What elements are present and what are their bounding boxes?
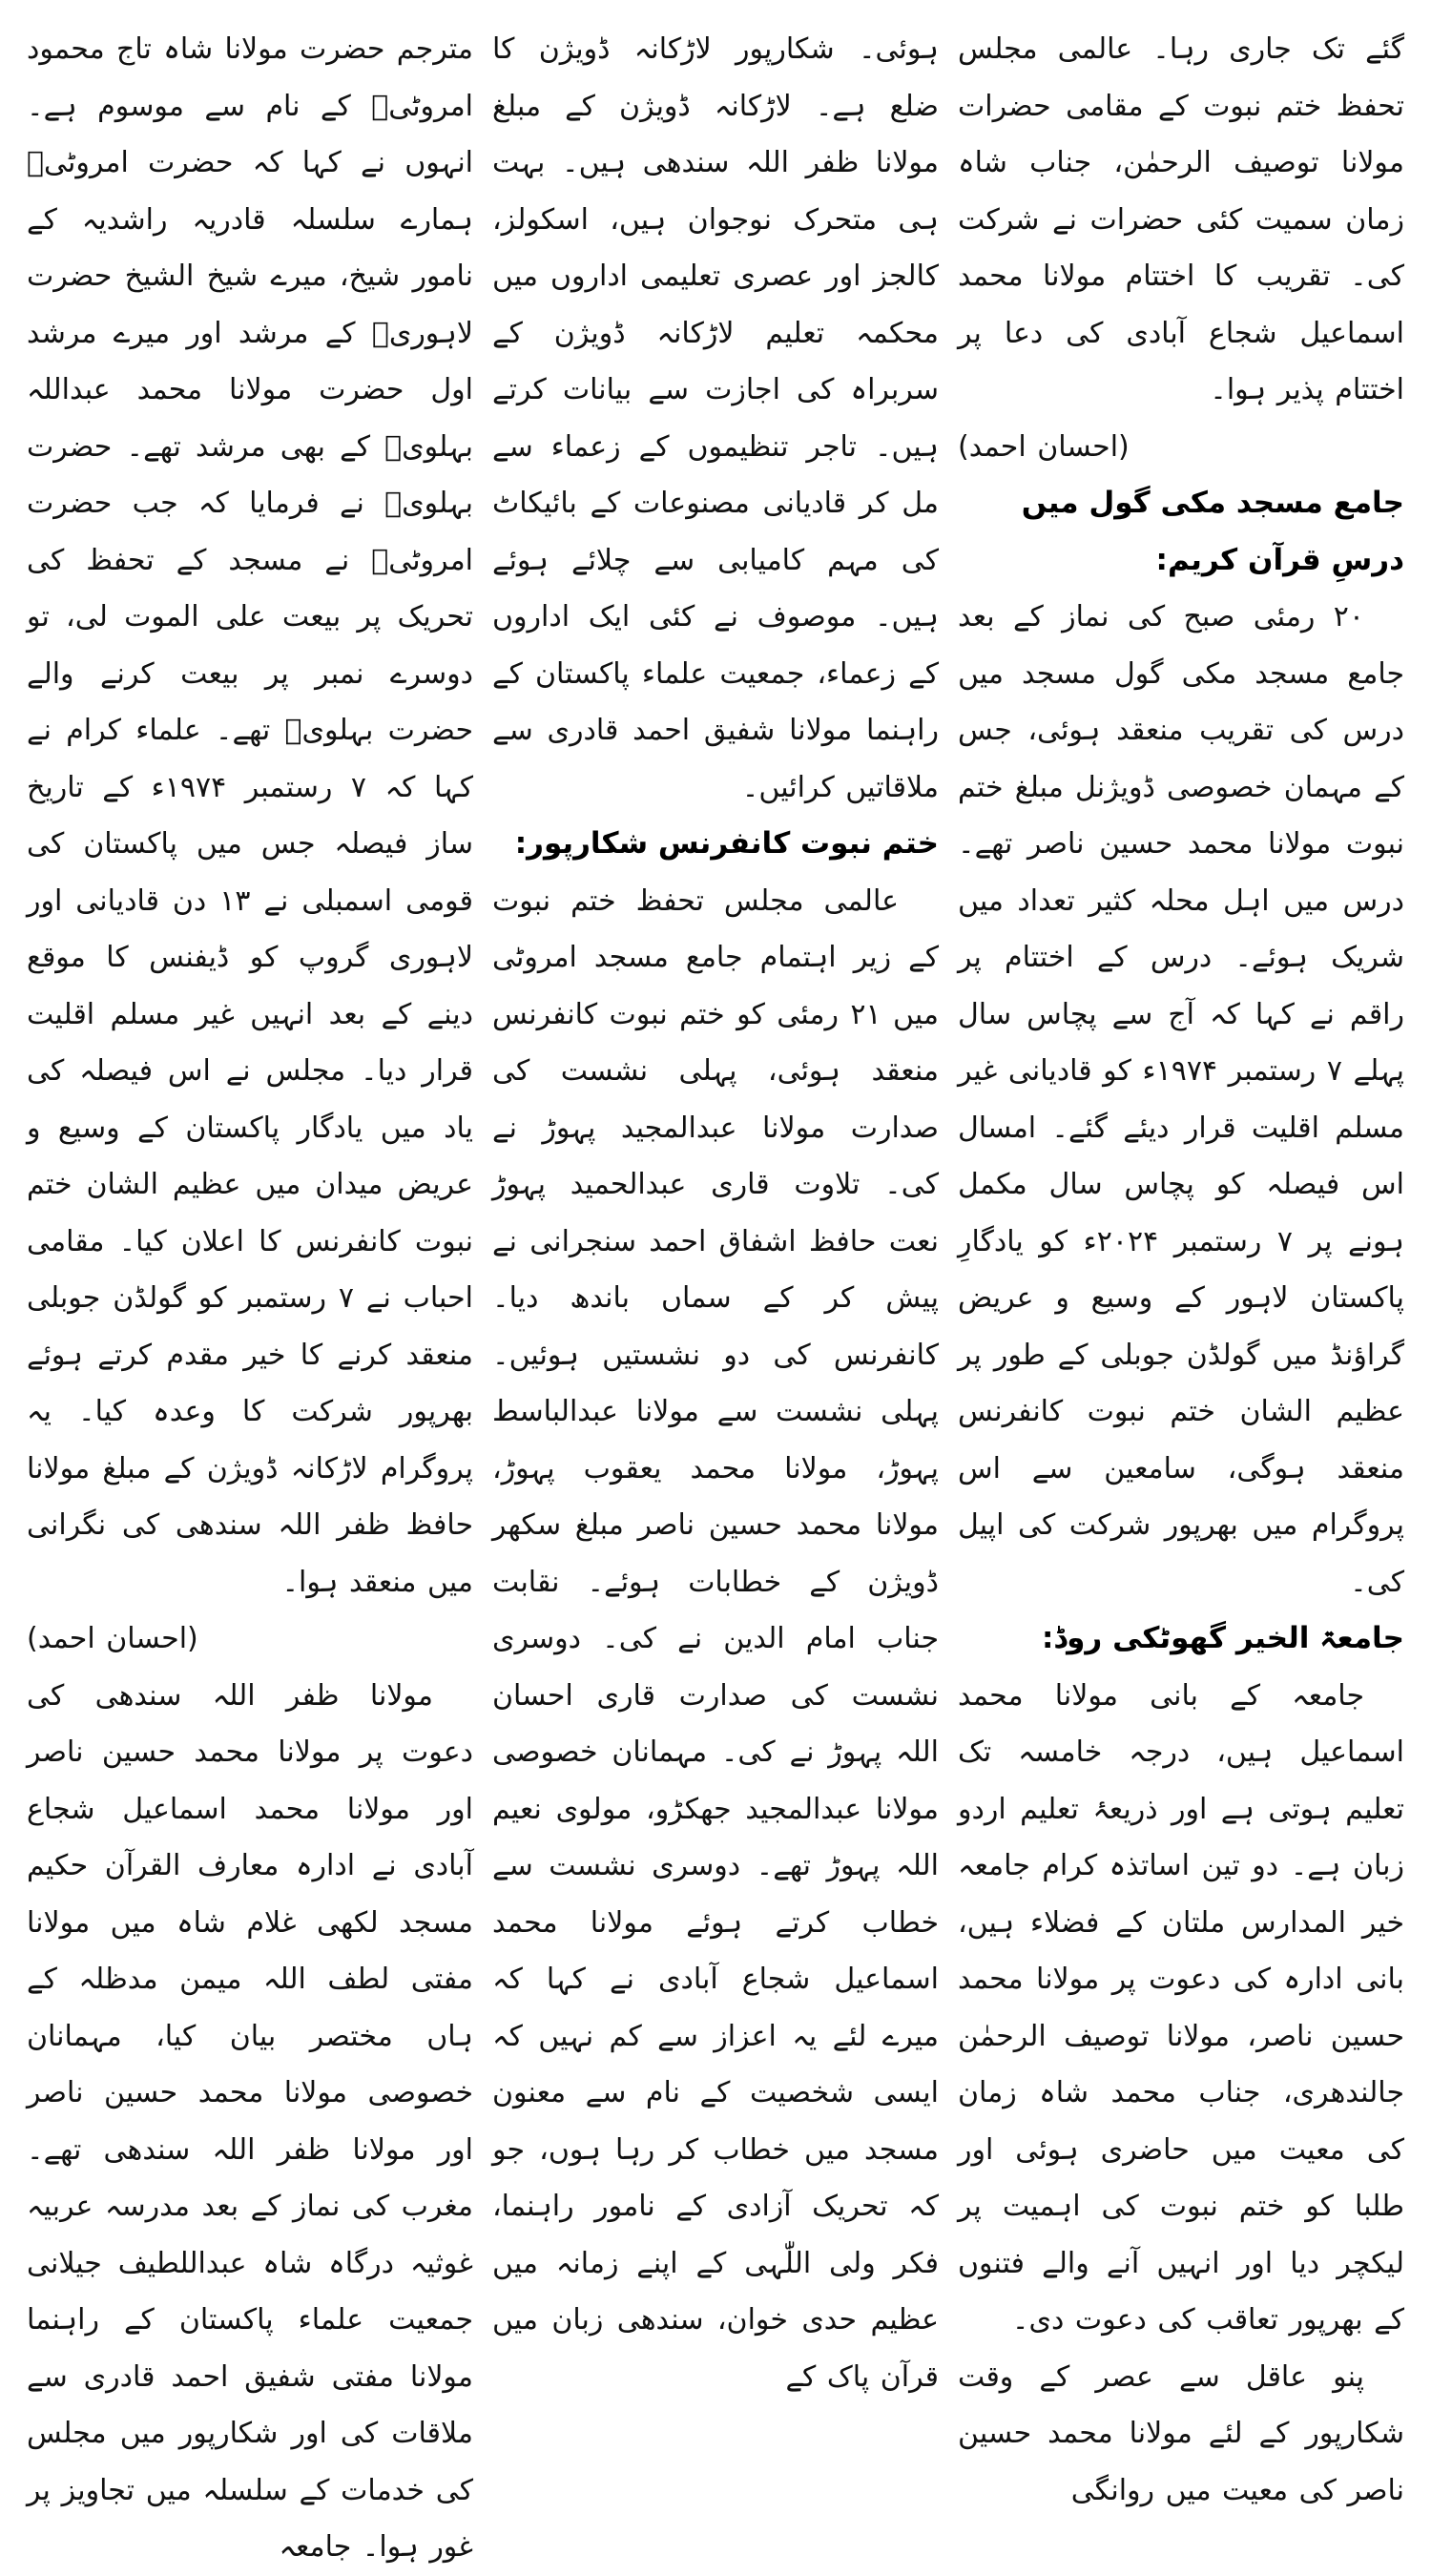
newspaper-page (27, 21, 1405, 2564)
author-credit: (احسان احمد) (958, 429, 1130, 464)
paragraph: ۲۰ رمئی صبح کی نماز کے بعد جامع مسجد مکی گول مسجد میں درس کی تقریب منعقد ہوئی، جس کے مہمان خصوصی ڈویژنل مبلغ ختم نبوت مولانا محمد حسین ناصر تھے۔ درس میں اہل محلہ کثیر تعداد میں شریک ہوئے۔ درس کے اختتام پر راقم نے کہا کہ آج سے پچاس سال پہلے ۷ رستمبر ۱۹۷۴ء کو قادیانی غیر مسلم اقلیت قرار دیئے گئے۔ امسال اس فیصلہ کو پچاس سال مکمل ہونے پر ۷ رستمبر ۲۰۲۴ء کو یادگارِ پاکستان لاہور کے وسیع و عریض گراؤنڈ میں گولڈن جوبلی کے طور پر عظیم الشان ختم نبوت کانفرنس منعقد ہوگی، سامعین سے اس پروگرام میں بھرپور شرکت کی اپیل کی۔ (958, 600, 1405, 1599)
paragraph: گئے تک جاری رہا۔ عالمی مجلس تحفظ ختم نبوت کے مقامی حضرات مولانا توصیف الرحمٰن، جناب شاہ زمان سمیت کئی حضرات نے شرکت کی۔ تقریب کا اختتام مولانا محمد اسماعیل شجاع آبادی کی دعا پر اختتام پذیر ہوا۔ (958, 32, 1404, 406)
paragraph: مولانا ظفر اللہ سندھی کی دعوت پر مولانا محمد حسین ناصر اور مولانا محمد اسماعیل شجاع آبادی نے ادارہ معارف القرآن حکیم مسجد لکھی غلام شاہ میں مولانا مفتی لطف اللہ میمن مدظلہ کے ہاں مختصر بیان کیا، مہمانان خصوصی مولانا محمد حسین ناصر اور مولانا ظفر اللہ سندھی تھے۔ مغرب کی نماز کے بعد مدرسہ عربیہ غوثیہ درگاہ شاہ عبداللطیف جیلانی جمعیت علماء پاکستان کے راہنما مولانا مفتی شفیق احمد قادری سے ملاقات کی اور شکارپور میں مجلس کی خدمات کے سلسلہ میں تجاویز پر غور ہوا۔ جامعہ (27, 1678, 473, 2564)
paragraph: ہوئی۔ شکارپور لاڑکانہ ڈویژن کا ضلع ہے۔ لاڑکانہ ڈویژن کے مبلغ مولانا ظفر اللہ سندھی ہیں۔ بہت ہی متحرک نوجوان ہیں، اسکولز، کالجز اور عصری تعلیمی اداروں میں محکمہ تعلیم لاڑکانہ ڈویژن کے سربراہ کی اجازت سے بیانات کرتے ہیں۔ تاجر تنظیموں کے زعماء سے مل کر قادیانی مصنوعات کے بائیکاٹ کی مہم کامیابی سے چلائے ہوئے ہیں۔ موصوف نے کئی ایک اداروں کے زعماء، جمعیت علماء پاکستان کے راہنما مولانا شفیق احمد قادری سے ملاقاتیں کرائیں۔ (492, 32, 939, 804)
column-right (958, 21, 1405, 2507)
paragraph: پنو عاقل سے عصر کے وقت شکارپور کے لئے مولانا محمد حسین ناصر کی معیت میں روانگی (958, 2359, 1404, 2507)
paragraph: جامعہ کے بانی مولانا محمد اسماعیل ہیں، درجہ خامسہ تک تعلیم ہوتی ہے اور ذریعۂ تعلیم اردو زبان ہے۔ دو تین اساتذہ کرام جامعہ خیر المدارس ملتان کے فضلاء ہیں، بانی ادارہ کی دعوت پر مولانا محمد حسین ناصر، مولانا توصیف الرحمٰن جالندھری، جناب محمد شاہ زمان کی معیت میں حاضری ہوئی اور طلبا کو ختم نبوت کی اہمیت پر لیکچر دیا اور انہیں آنے والے فتنوں کے بھرپور تعاقب کی دعوت دی۔ (958, 1678, 1404, 2337)
column-left (27, 21, 473, 2564)
section-heading: جامعۃ الخیر گھوٹکی روڈ: (1041, 1621, 1404, 1655)
paragraph: عالمی مجلس تحفظ ختم نبوت کے زیر اہتمام جامع مسجد امروٹی میں ۲۱ رمئی کو ختم نبوت کانفرنس منعقد ہوئی، پہلی نشست کی صدارت مولانا عبدالمجید پہوڑ نے کی۔ تلاوت قاری عبدالحمید پہوڑ نعت حافظ اشفاق احمد سنجرانی نے پیش کر کے سماں باندھ دیا۔ کانفرنس کی دو نشستیں ہوئیں۔ پہلی نشست سے مولانا عبدالباسط پہوڑ، مولانا محمد یعقوب پہوڑ، مولانا محمد حسین ناصر مبلغ سکھر ڈویژن کے خطابات ہوئے۔ نقابت جناب امام الدین نے کی۔ دوسری نشست کی صدارت قاری احسان اللہ پہوڑ نے کی۔ مہمانان خصوصی مولانا عبدالمجید جھکڑو، مولوی نعیم اللہ پہوڑ تھے۔ دوسری نشست سے خطاب کرتے ہوئے مولانا محمد اسماعیل شجاع آبادی نے کہا کہ میرے لئے یہ اعزاز سے کم نہیں کہ ایسی شخصیت کے نام سے معنون مسجد میں خطاب کر رہا ہوں، جو کہ تحریک آزادی کے نامور راہنما، فکر ولی اللّٰہی کے اپنے زمانہ میں عظیم حدی خوان، سندھی زبان میں قرآن پاک کے (492, 883, 939, 2394)
paragraph: مترجم حضرت مولانا شاہ تاج محمود امروٹیؒ کے نام سے موسوم ہے۔ انہوں نے کہا کہ حضرت امروٹیؒ ہمارے سلسلہ قادریہ راشدیہ کے نامور شیخ، میرے شیخ الشیخ حضرت لاہوریؒ کے مرشد اور میرے مرشد اول حضرت مولانا محمد عبداللہ بہلویؒ کے بھی مرشد تھے۔ حضرت بہلویؒ نے فرمایا کہ جب حضرت امروٹیؒ نے مسجد کے تحفظ کی تحریک پر بیعت علی الموت لی، تو دوسرے نمبر پر بیعت کرنے والے حضرت بہلویؒ تھے۔ علماء کرام نے کہا کہ ۷ رستمبر ۱۹۷۴ء کے تاریخ ساز فیصلہ جس میں پاکستان کی قومی اسمبلی نے ۱۳ دن قادیانی اور لاہوری گروپ کو ڈیفنس کا موقع دینے کے بعد انہیں غیر مسلم اقلیت قرار دیا۔ مجلس نے اس فیصلہ کی یاد میں یادگار پاکستان کے وسیع و عریض میدان میں عظیم الشان ختم نبوت کانفرنس کا اعلان کیا۔ مقامی احباب نے ۷ رستمبر کو گولڈن جوبلی منعقد کرنے کا خیر مقدم کرتے ہوئے بھرپور شرکت کا وعدہ کیا۔ یہ پروگرام لاڑکانہ ڈویژن کے مبلغ مولانا حافظ ظفر اللہ سندھی کی نگرانی میں منعقد ہوا۔ (27, 32, 473, 1599)
author-credit: (احسان احمد) (27, 1622, 198, 1655)
column-middle (492, 21, 939, 2394)
section-heading: ختم نبوت کانفرنس شکارپور: (514, 826, 939, 861)
section-heading: جامع مسجد مکی گول میں درسِ قرآن کریم: (1021, 486, 1404, 577)
